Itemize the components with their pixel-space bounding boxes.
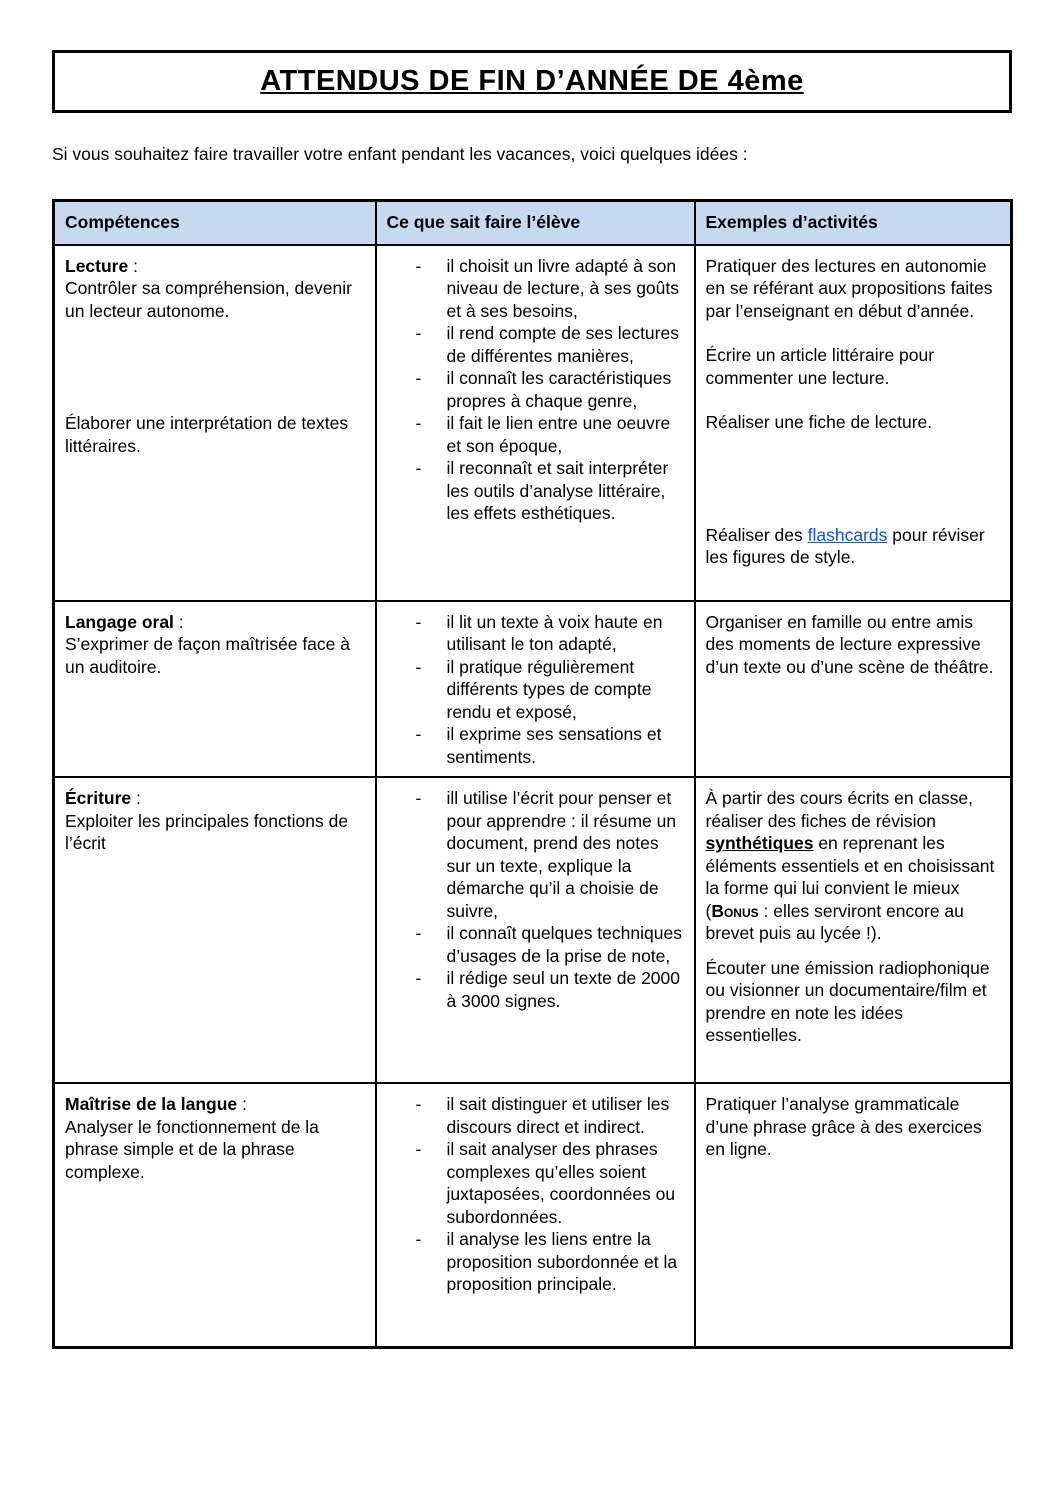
activity-paragraph: Écouter une émission radiophonique ou visionner un documentaire/film et prendre en note les idées essentielles.	[705, 957, 990, 1045]
skill-item: - il fait le lien entre une oeuvre et son époque,	[447, 412, 684, 457]
activity-paragraph: Réaliser des flashcards pour réviser les figures de style.	[705, 524, 985, 567]
page-title: ATTENDUS DE FIN D’ANNÉE DE 4ème	[260, 65, 804, 97]
skill-item: - il reconnaît et sait interpréter les outils d’analyse littéraire, les effets esthétiques.	[447, 457, 684, 525]
competence-paragraph: Exploiter les principales fonctions de l’écrit	[65, 810, 349, 853]
skill-item: - il lit un texte à voix haute en utilisant le ton adapté,	[447, 611, 684, 656]
competence-heading-line: Langage oral :	[65, 611, 184, 632]
header-activites: Exemples d’activités	[695, 201, 1012, 245]
activities-cell	[695, 245, 1012, 601]
skill-item: - il connaît quelques techniques d’usages de la prise de note,	[447, 922, 684, 967]
competence-paragraph: Élaborer une interprétation de textes littéraires.	[65, 413, 349, 456]
competence-heading-line: Maîtrise de la langue :	[65, 1094, 247, 1114]
skill-item: - il connaît les caractéristiques propres à chaque genre,	[447, 367, 684, 412]
bonus-smallcaps: Bonus	[711, 900, 759, 921]
skills-cell	[376, 601, 695, 778]
activities-cell	[695, 601, 1012, 778]
intro-text: Si vous souhaitez faire travailler votre enfant pendant les vacances, voici quelques idées :	[52, 144, 748, 164]
competence-cell	[54, 1083, 376, 1347]
competence-heading: Langage oral	[65, 611, 174, 632]
competence-paragraph: Contrôler sa compréhension, devenir un lecteur autonome.	[65, 278, 352, 321]
competence-heading: Lecture	[65, 255, 129, 276]
skill-list	[387, 1093, 684, 1296]
competence-heading-line: Écriture :	[65, 788, 141, 808]
activity-paragraph: Organiser en famille ou entre amis des moments de lecture expressive d’un texte ou d’une scène de théâtre.	[705, 611, 994, 677]
competence-paragraph: S’exprimer de façon maîtrisée face à un auditoire.	[65, 634, 350, 677]
activities-cell	[695, 777, 1012, 1083]
skill-item: - il sait analyser des phrases complexes qu’elles soient juxtaposées, coordonnées ou subordonnées.	[447, 1138, 684, 1228]
competence-heading: Écriture	[65, 788, 132, 808]
competence-heading: Maîtrise de la langue	[65, 1094, 238, 1114]
skill-item: - il rédige seul un texte de 2000 à 3000 signes.	[447, 967, 684, 1012]
emphasis-bold-underline: synthétiques	[705, 833, 814, 853]
skill-item: - il choisit un livre adapté à son niveau de lecture, à ses goûts et à ses besoins,	[447, 255, 684, 323]
header-competences: Compétences	[54, 201, 376, 245]
table-row	[54, 777, 1012, 1083]
table-body	[54, 245, 1012, 1348]
skills-cell	[376, 245, 695, 601]
competence-cell	[54, 245, 376, 601]
competence-cell	[54, 601, 376, 778]
table-header-row	[54, 201, 1012, 245]
skill-item: - il sait distinguer et utiliser les discours direct et indirect.	[447, 1093, 684, 1138]
skill-item: - il rend compte de ses lectures de différentes manières,	[447, 322, 684, 367]
competence-cell	[54, 777, 376, 1083]
flashcards-link[interactable]: flashcards	[807, 524, 888, 545]
activity-paragraph: Réaliser une fiche de lecture.	[705, 412, 933, 432]
activity-paragraph: Pratiquer des lectures en autonomie en se référant aux propositions faites par l’enseignant en début d’année.	[705, 255, 993, 321]
skill-list	[387, 611, 684, 769]
skill-item: - ill utilise l’écrit pour penser et pour apprendre : il résume un document, prend des notes sur un texte, explique la démarche qu’il a choisie de suivre,	[447, 787, 684, 922]
activity-paragraph: Écrire un article littéraire pour commenter une lecture.	[705, 345, 935, 388]
activities-cell	[695, 1083, 1012, 1347]
table-row	[54, 245, 1012, 601]
competence-paragraph: Analyser le fonctionnement de la phrase simple et de la phrase complexe.	[65, 1116, 319, 1182]
skill-item: - il analyse les liens entre la proposition subordonnée et la proposition principale.	[447, 1228, 684, 1296]
skills-cell	[376, 1083, 695, 1347]
header-savoir-faire: Ce que sait faire l’élève	[376, 201, 695, 245]
skill-list	[387, 787, 684, 1012]
competence-heading-line: Lecture :	[65, 255, 138, 276]
activity-paragraph: À partir des cours écrits en classe, réaliser des fiches de révision synthétiques en reprenant les éléments essentiels et en choisissant la forme qui lui convient le mieux (Bonus : elles serviront encore au brevet puis au lycée !).	[705, 788, 995, 943]
skill-item: - il pratique régulièrement différents types de compte rendu et exposé,	[447, 656, 684, 724]
title-box	[52, 50, 1012, 113]
skill-item: - il exprime ses sensations et sentiments.	[447, 723, 684, 768]
table-row	[54, 601, 1012, 778]
skill-list	[387, 255, 684, 525]
table-row	[54, 1083, 1012, 1347]
activity-paragraph: Pratiquer l’analyse grammaticale d’une phrase grâce à des exercices en ligne.	[705, 1094, 982, 1159]
skills-cell	[376, 777, 695, 1083]
competences-table	[52, 199, 1013, 1349]
